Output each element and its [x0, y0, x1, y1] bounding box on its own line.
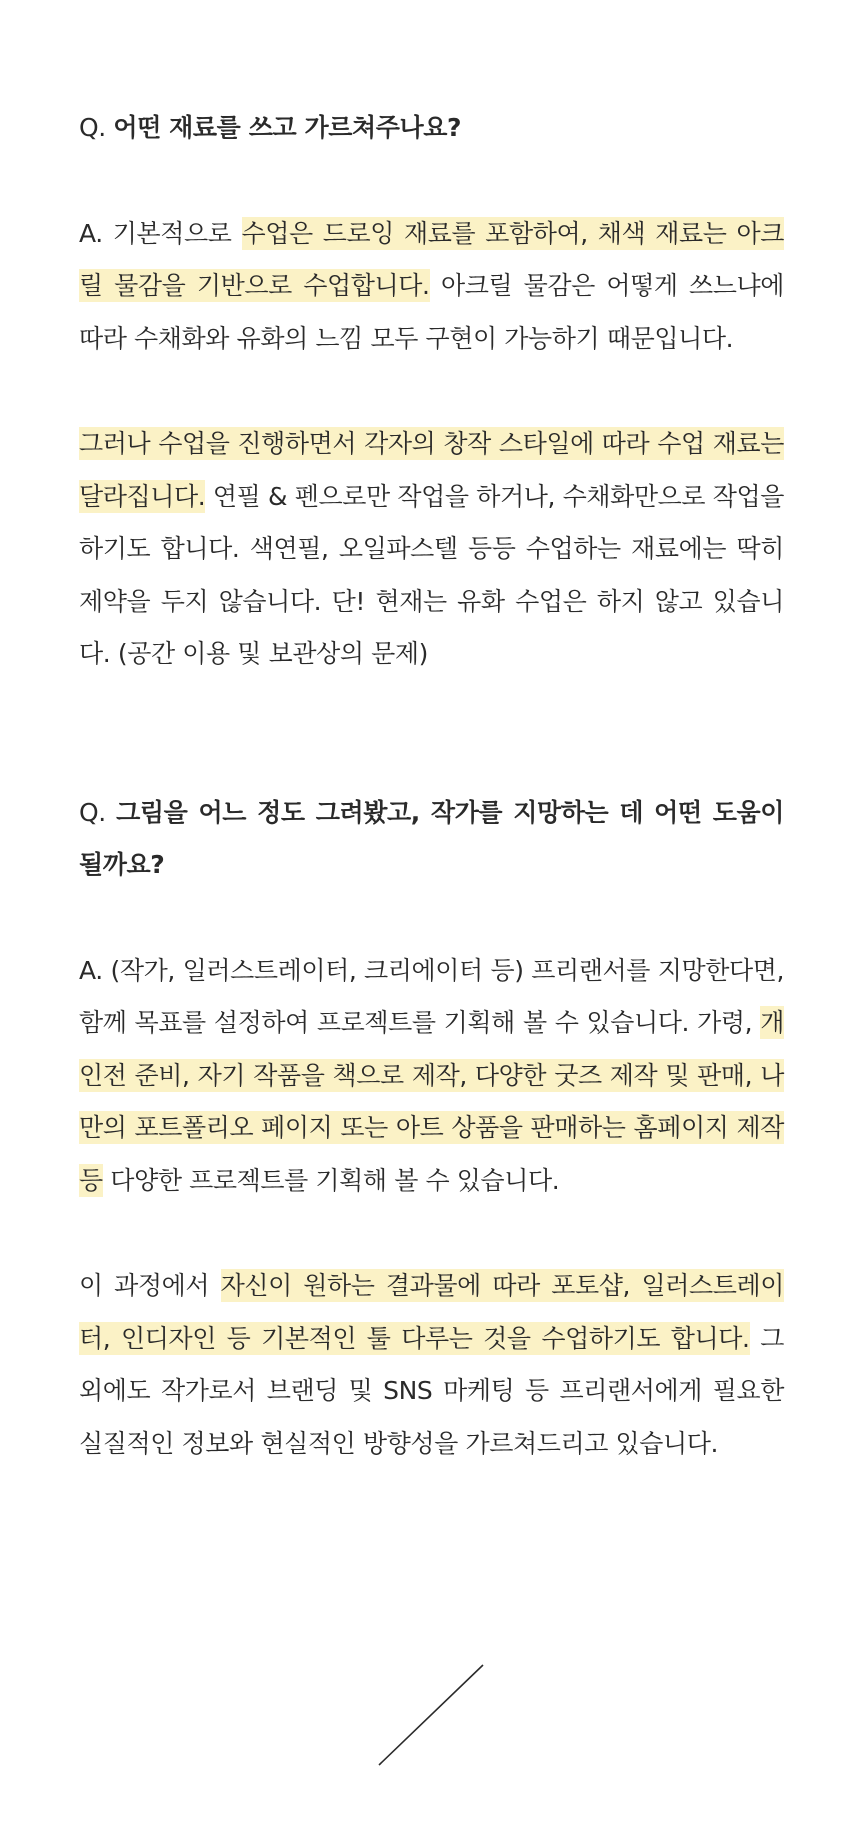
question-text: 그림을 어느 정도 그려봤고, 작가를 지망하는 데 어떤 도움이 될까요? [79, 797, 785, 879]
answer-text: 연필 & 펜으로만 작업을 하거나, 수채화만으로 작업을 하기도 합니다. 색연필, 오일파스텔 등등 수업하는 재료에는 딱히 제약을 두지 않습니다. 단! 현재는 유화 수업은 하지 않고 있습니다. (공간 이용 및 보관상의 문제) [79, 481, 784, 668]
faq-answer-1-paragraph-2 [79, 418, 784, 681]
faq-answer-2-paragraph-1 [79, 945, 784, 1208]
faq-question-2 [79, 787, 784, 892]
diagonal-divider-line [378, 1664, 484, 1766]
question-prefix: Q. [79, 797, 117, 827]
answer-text: 아크릴 물감은 어떻게 쓰느냐에 따라 수채화와 유화의 느낌 모두 구현이 가능하기 때문입니다. [79, 271, 784, 353]
question-text: 어떤 재료를 쓰고 가르쳐주나요? [113, 113, 462, 142]
highlighted-text: 수업은 드로잉 재료를 포함하여, 채색 재료는 아크릴 물감을 기반으로 수업합니다. [79, 218, 784, 300]
answer-text: A. 기본적으로 [79, 218, 242, 248]
answer-text: A. (작가, 일러스트레이터, 크리에이터 등) 프리랜서를 지망한다면, 함께 목표를 설정하여 프로젝트를 기획해 볼 수 있습니다. 가령, [79, 955, 784, 1037]
faq-question-1 [79, 102, 784, 155]
faq-answer-1-paragraph-1 [79, 208, 784, 366]
highlighted-text: 개인전 준비, 자기 작품을 책으로 제작, 다양한 굿즈 제작 및 판매, 나만의 포트폴리오 페이지 또는 아트 상품을 판매하는 홈페이지 제작 등 [79, 1008, 784, 1195]
answer-text: 그 외에도 작가로서 브랜딩 및 SNS 마케팅 등 프리랜서에게 필요한 실질적인 정보와 현실적인 방향성을 가르쳐드리고 있습니다. [79, 1323, 784, 1458]
highlighted-text: 그러나 수업을 진행하면서 각자의 창작 스타일에 따라 수업 재료는 달라집니다. [79, 429, 784, 511]
faq-answer-2-paragraph-2 [79, 1260, 784, 1470]
answer-text: 다양한 프로젝트를 기획해 볼 수 있습니다. [102, 1165, 560, 1195]
highlighted-text: 자신이 원하는 결과물에 따라 포토샵, 일러스트레이터, 인디자인 등 기본적인 툴 다루는 것을 수업하기도 합니다. [79, 1271, 784, 1353]
faq-content [79, 102, 784, 1470]
question-prefix: Q. [79, 113, 114, 142]
answer-text: 이 과정에서 [79, 1271, 221, 1300]
